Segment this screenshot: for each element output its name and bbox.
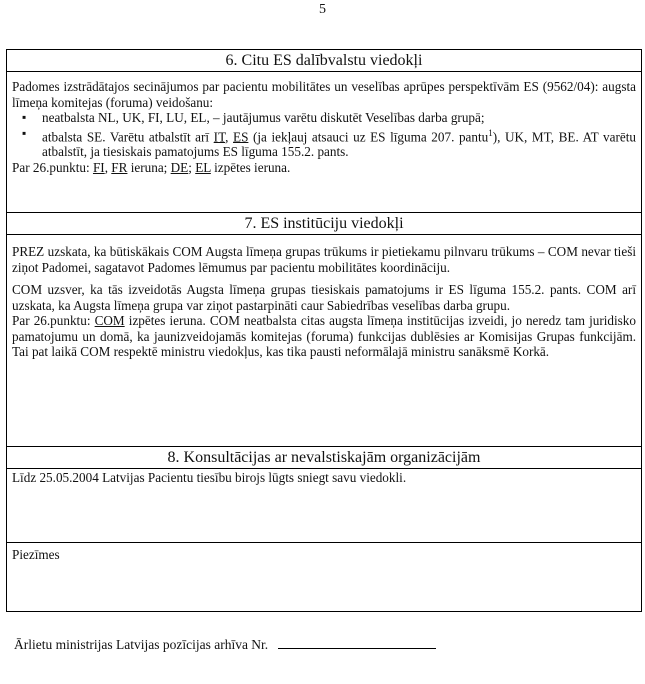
section-7-para-2: COM uzsver, ka tās izveidotās Augsta līmeņa grupas tiesiskais pamatojums ir ES līguma 155.2. pants. COM arī uzskata, ka Augsta līmeņa grupa var ziņot pastarpināti caur Sabiedrības veselības darba grupu. <box>12 282 636 313</box>
section-6-body <box>7 72 641 175</box>
page-number: 5 <box>319 2 326 17</box>
footnote-marker: 1 <box>488 127 493 138</box>
section-7-box <box>6 212 642 447</box>
section-8-title: 8. Konsultācijas ar nevalstiskajām organizācijām <box>7 446 641 469</box>
section-8-box <box>6 446 642 543</box>
archive-number-field[interactable] <box>278 636 436 649</box>
section-6-title: 6. Citu ES dalībvalstu viedokļi <box>7 50 641 72</box>
section-8-text: Līdz 25.05.2004 Latvijas Pacientu tiesību birojs lūgts sniegt savu viedokli. <box>12 470 407 485</box>
section-6-bullets <box>12 110 636 160</box>
bullet-item: ▪ neatbalsta NL, UK, FI, LU, EL, – jautājumus varētu diskutēt Veselības darba grupā; <box>30 110 636 126</box>
bullet-item: ▪ atbalsta SE. Varētu atbalstīt arī IT, ES (ja iekļauj atsauci uz ES līguma 207. pantu$^1$), UK, MT, BE. AT varētu atbalstīt, ja tiesiskais pamatojums ES līguma 155.2. pants. <box>30 126 636 160</box>
notes-box <box>6 542 642 612</box>
section-7-para-3: Par 26.punktu: COM izpētes ieruna. COM neatbalsta citas augsta līmeņa institūcijas izveidi, jo neredz tam juridisko pamatojumu un domā, ka jaunizveidojamās komitejas (foruma) funkcijas dublēsies ar Komisijas Grupas funkcijām. Tai pat laikā COM respektē ministru viedokļus, kas tika pausti neformālajā ministru sanāksmē Korkā. <box>12 313 636 359</box>
section-7-para-1: PREZ uzskata, ka būtiskākais COM Augsta līmeņa grupas trūkums ir pietiekamu pilnvaru trūkums – COM nevar tieši ziņot Padomei, sagatavot Padomes lēmumus par pacientu mobilitātes koordināciju. <box>12 244 636 275</box>
section-6-intro: Padomes izstrādātajos secinājumos par pacientu mobilitātes un veselības aprūpes perspektīvām ES (9562/04): augsta līmeņa komitejas (foruma) veidošanu: <box>12 79 636 110</box>
notes-label: Piezīmes <box>7 542 641 563</box>
section-6-box <box>6 49 642 213</box>
archive-footer <box>14 636 436 653</box>
section-6-point-26: Par 26.punktu: FI, FR ieruna; DE; EL izpētes ieruna. <box>12 159 291 175</box>
section-7-title: 7. ES institūciju viedokļi <box>7 213 641 235</box>
archive-label: Ārlietu ministrijas Latvijas pozīcijas arhīva Nr. <box>14 637 269 652</box>
